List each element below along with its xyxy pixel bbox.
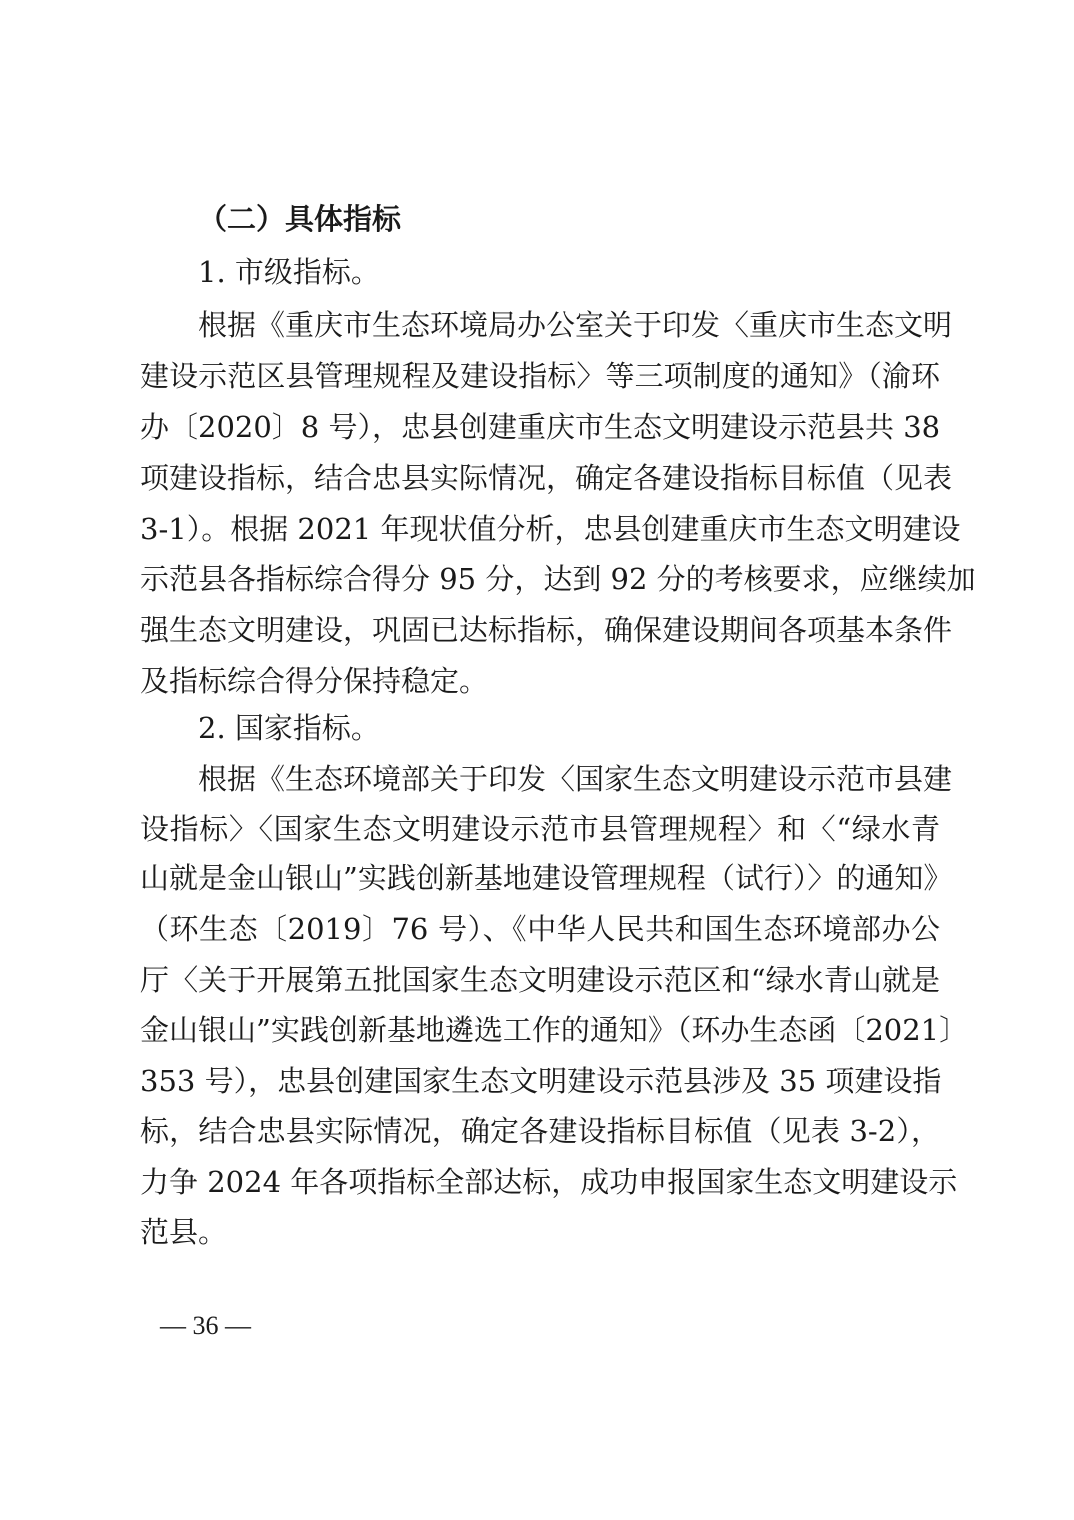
paragraph-line: 标，结合忠县实际情况，确定各建设指标目标值（见表 3-2），	[140, 1114, 940, 1148]
paragraph-line: （环生态〔2019〕76 号）、《中华人民共和国生态环境部办公	[140, 912, 940, 946]
paragraph-line: 根据《生态环境部关于印发〈国家生态文明建设示范市县建	[198, 762, 953, 796]
subsection-title-municipal: 1. 市级指标。	[198, 255, 380, 289]
paragraph-line: 办〔2020〕8 号），忠县创建重庆市生态文明建设示范县共 38	[140, 410, 941, 444]
paragraph-line: 3-1）。根据 2021 年现状值分析，忠县创建重庆市生态文明建设	[140, 512, 961, 546]
subsection-title-national: 2. 国家指标。	[198, 711, 380, 745]
paragraph-line: 353 号），忠县创建国家生态文明建设示范县涉及 35 项建设指	[140, 1064, 942, 1098]
paragraph-line: 力争 2024 年各项指标全部达标，成功申报国家生态文明建设示	[140, 1165, 958, 1199]
paragraph-line: 建设示范区县管理规程及建设指标〉等三项制度的通知》（渝环	[140, 359, 940, 393]
paragraph-line: 金山银山”实践创新基地遴选工作的通知》（环办生态函〔2021〕	[140, 1013, 969, 1047]
section-heading: （二）具体指标	[198, 202, 402, 236]
paragraph-line: 示范县各指标综合得分 95 分，达到 92 分的考核要求，应继续加	[140, 562, 976, 596]
paragraph-line: 及指标综合得分保持稳定。	[140, 664, 489, 698]
paragraph-line: 范县。	[140, 1215, 228, 1249]
page-number: — 36 —	[160, 1311, 251, 1340]
paragraph-line: 山就是金山银山”实践创新基地建设管理规程（试行）〉的通知》	[140, 861, 953, 895]
paragraph-line: 强生态文明建设，巩固已达标指标，确保建设期间各项基本条件	[140, 613, 953, 647]
paragraph-line: 厅〈关于开展第五批国家生态文明建设示范区和“绿水青山就是	[140, 963, 940, 997]
paragraph-line: 项建设指标，结合忠县实际情况，确定各建设指标目标值（见表	[140, 461, 953, 495]
paragraph-line: 设指标〉〈国家生态文明建设示范市县管理规程〉和〈“绿水青	[140, 812, 940, 846]
paragraph-line: 根据《重庆市生态环境局办公室关于印发〈重庆市生态文明	[198, 308, 953, 342]
